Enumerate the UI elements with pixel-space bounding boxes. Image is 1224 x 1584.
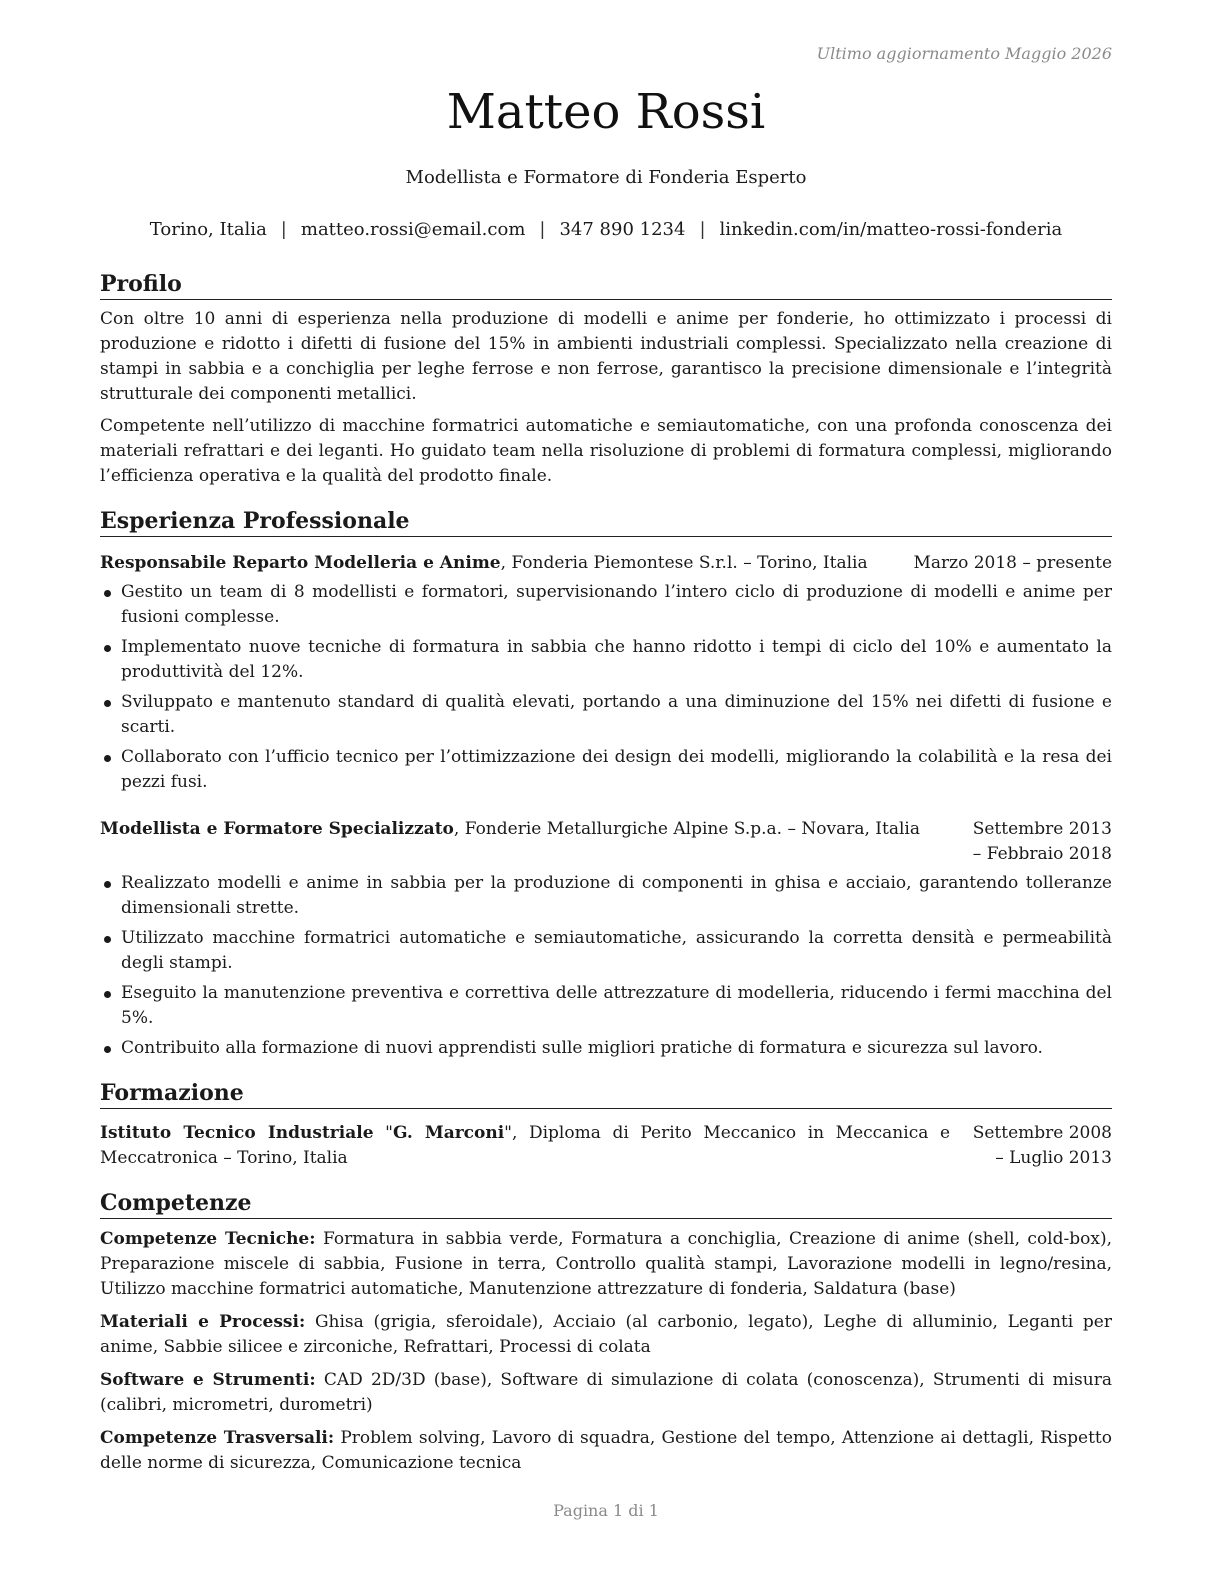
skill-text: Ghisa (grigia, sferoidale), Acciaio (al carbonio, legato), Leghe di alluminio, Leganti per anime, Sabbie silicee e zirconiche, Refrattari, Processi di colata [100,1312,1112,1357]
job-header [100,551,1112,576]
skill-group [100,1227,1112,1302]
skill-group [100,1310,1112,1360]
candidate-title: Modellista e Formatore di Fonderia Esperto [405,167,807,188]
candidate-name: Matteo Rossi [446,84,766,140]
section-heading-experience: Esperienza Professionale [100,507,1112,537]
school-name-quoted: G. Marconi [392,1123,505,1143]
contact-separator: | [699,219,706,240]
job-dates: Marzo 2018 – presente [913,553,1112,573]
education-title-line [100,1121,950,1171]
last-updated: Ultimo aggiornamento Maggio 2026 [816,44,1112,63]
education-entry [100,1121,1112,1171]
skill-label: Competenze Tecniche: [100,1229,316,1249]
job-role: Modellista e Formatore Specializzato [100,819,454,839]
list-item: Collaborato con l’ufficio tecnico per l’ottimizzazione dei design dei modelli, migliorando la colabilità e la resa dei pezzi fusi. [100,745,1112,795]
list-item: Utilizzato macchine formatrici automatiche e semiautomatiche, assicurando la corretta densità e permeabilità degli stampi. [100,926,1112,976]
profile-section [100,270,1112,489]
section-heading-skills: Competenze [100,1189,1112,1219]
skill-text: Problem solving, Lavoro di squadra, Gestione del tempo, Attenzione ai dettagli, Rispetto delle norme di sicurezza, Comunicazione tecnica [100,1428,1112,1473]
contact-phone[interactable]: 347 890 1234 [559,219,686,240]
skill-group [100,1368,1112,1418]
job-role: Responsabile Reparto Modelleria e Anime [100,553,501,573]
list-item: Implementato nuove tecniche di formatura in sabbia che hanno ridotto i tempi di ciclo del 10% e aumentato la produttività del 12%. [100,635,1112,685]
job-title-line [100,817,950,842]
job-dates: Settembre 2013 – Febbraio 2018 [972,819,1112,864]
job-header [100,817,1112,867]
school-name: Istituto Tecnico Industriale [100,1123,374,1143]
profile-paragraph: Con oltre 10 anni di esperienza nella produzione di modelli e anime per fonderie, ho ottimizzato i processi di produzione e ridotto i difetti di fusione del 15% in ambienti industriali complessi. Specializzato nella creazione di stampi in sabbia e a conchiglia per leghe ferrose e non ferrose, garantisco la precisione dimensionale e l’integrità strutturale dei componenti metallici. [100,309,1112,404]
education-section [100,1079,1112,1171]
contact-linkedin[interactable]: linkedin.com/in/matteo-rossi-fonderia [719,219,1063,240]
list-item: Realizzato modelli e anime in sabbia per la produzione di componenti in ghisa e acciaio, garantendo tolleranze dimensionali strette. [100,871,1112,921]
profile-paragraph: Competente nell’utilizzo di macchine formatrici automatiche e semiautomatiche, con una profonda conoscenza dei materiali refrattari e dei leganti. Ho guidato team nella risoluzione di problemi di formatura complessi, migliorando l’efficienza operativa e la qualità del prodotto finale. [100,416,1112,486]
contact-separator: | [539,219,546,240]
job-title-line [100,551,901,576]
section-heading-education: Formazione [100,1079,1112,1109]
resume-content [100,270,1112,1476]
job-bullets [100,871,1112,1061]
experience-section [100,507,1112,1061]
contact-line [100,219,1112,240]
skill-label: Materiali e Processi: [100,1312,306,1332]
job-company: , Fonderie Metallurgiche Alpine S.p.a. – Novara, Italia [453,819,920,839]
skill-label: Software e Strumenti: [100,1370,316,1390]
job-company: , Fonderia Piemontese S.r.l. – Torino, Italia [500,553,868,573]
skills-section [100,1189,1112,1476]
contact-email[interactable]: matteo.rossi@email.com [300,219,526,240]
list-item: Sviluppato e mantenuto standard di qualità elevati, portando a una diminuzione del 15% nei difetti di fusione e scarti. [100,690,1112,740]
quote-mark: " [373,1123,393,1143]
skill-group [100,1426,1112,1476]
job-bullets [100,580,1112,795]
education-details: ", Diploma di Perito Meccanico in Meccanica e Meccatronica – Torino, Italia [100,1123,951,1168]
education-dates: Settembre 2008 – Luglio 2013 [972,1123,1112,1168]
list-item: Gestito un team di 8 modellisti e formatori, supervisionando l’intero ciclo di produzione di modelli e anime per fusioni complesse. [100,580,1112,630]
skill-label: Competenze Trasversali: [100,1428,335,1448]
skill-text: CAD 2D/3D (base), Software di simulazione di colata (conoscenza), Strumenti di misura (calibri, micrometri, durometri) [100,1370,1112,1415]
list-item: Eseguito la manutenzione preventiva e correttiva delle attrezzature di modelleria, riducendo i fermi macchina del 5%. [100,981,1112,1031]
contact-location: Torino, Italia [149,219,267,240]
list-item: Contribuito alla formazione di nuovi apprendisti sulle migliori pratiche di formatura e sicurezza sul lavoro. [100,1036,1112,1061]
page-number: Pagina 1 di 1 [553,1501,659,1520]
contact-separator: | [280,219,287,240]
skill-text: Formatura in sabbia verde, Formatura a conchiglia, Creazione di anime (shell, cold-box), Preparazione miscele di sabbia, Fusione in terra, Controllo qualità stampi, Lavorazione modelli in legno/resina, Utilizzo macchine formatrici automatiche, Manutenzione attrezzature di fonderia, Saldatura (base) [100,1229,1112,1299]
section-heading-profile: Profilo [100,270,1112,300]
